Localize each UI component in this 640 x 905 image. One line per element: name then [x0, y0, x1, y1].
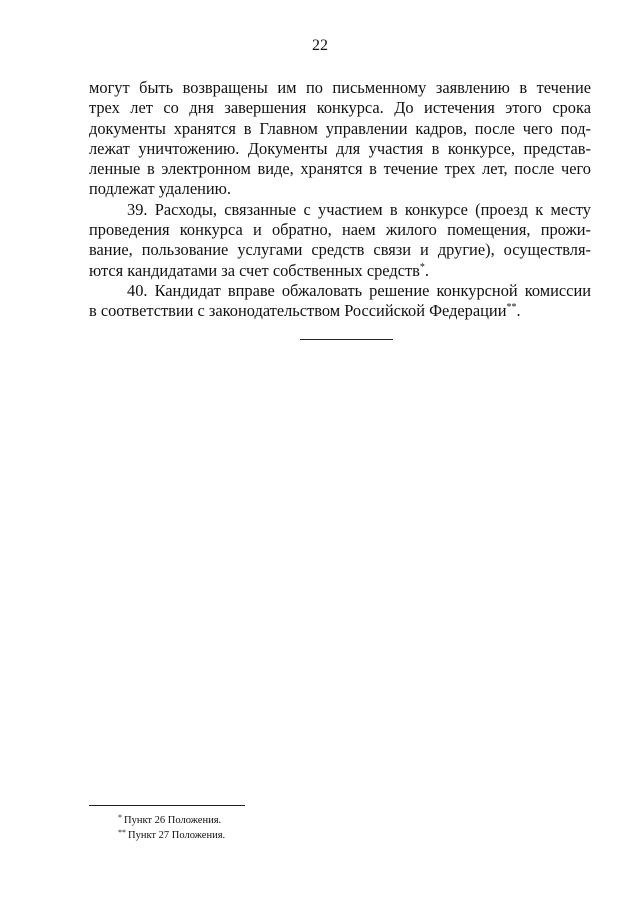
section-divider	[300, 339, 393, 340]
text-line: 40. Кандидат вправе обжаловать решение конкурсной комиссии	[127, 280, 591, 300]
text-line: могут быть возвращены им по письменному заявлению в течение	[89, 78, 591, 97]
text-line: лежат уничтожению. Документы для участия в конкурсе, представ-	[89, 138, 591, 158]
page-number: 22	[312, 37, 328, 54]
text-line	[89, 261, 591, 281]
footnote-separator	[89, 805, 245, 806]
text-line-content: ются кандидатами за счет собственных средств	[89, 260, 420, 280]
paragraph-39	[89, 200, 591, 281]
text-line: проведения конкурса и обратно, наем жилого помещения, прожи-	[89, 220, 591, 240]
text-line-content: в соответствии с законодательством Российской Федерации	[89, 301, 507, 321]
text-line: документы хранятся в Главном управлении кадров, после чего под-	[89, 118, 591, 138]
footnotes	[118, 813, 225, 843]
footnote-mark: **	[118, 828, 126, 837]
text-line: трех лет со дня завершения конкурса. До истечения этого срока	[89, 98, 591, 118]
text-line: подлежат удалению.	[89, 179, 231, 199]
text-line: вание, пользование услугами средств связи и другие), осуществля-	[89, 240, 591, 260]
end-punctuation: .	[516, 301, 521, 321]
paragraph-continuation	[89, 78, 591, 200]
footnote-mark: *	[118, 813, 122, 822]
end-punctuation: .	[424, 260, 429, 280]
footnote-text: Пункт 27 Положения.	[128, 830, 226, 841]
paragraph-40	[89, 281, 591, 322]
footnote-mark: **	[506, 302, 517, 314]
footnote-text: Пункт 26 Положения.	[124, 815, 222, 826]
footnote-item	[118, 813, 225, 828]
text-line: ленные в электронном виде, хранятся в течение трех лет, после чего	[89, 159, 591, 179]
text-line: 39. Расходы, связанные с участием в конкурсе (проезд к месту	[127, 199, 591, 219]
footnote-mark: *	[419, 261, 425, 273]
footnote-item	[118, 828, 225, 843]
text-line	[89, 301, 591, 321]
body-text	[89, 78, 591, 322]
